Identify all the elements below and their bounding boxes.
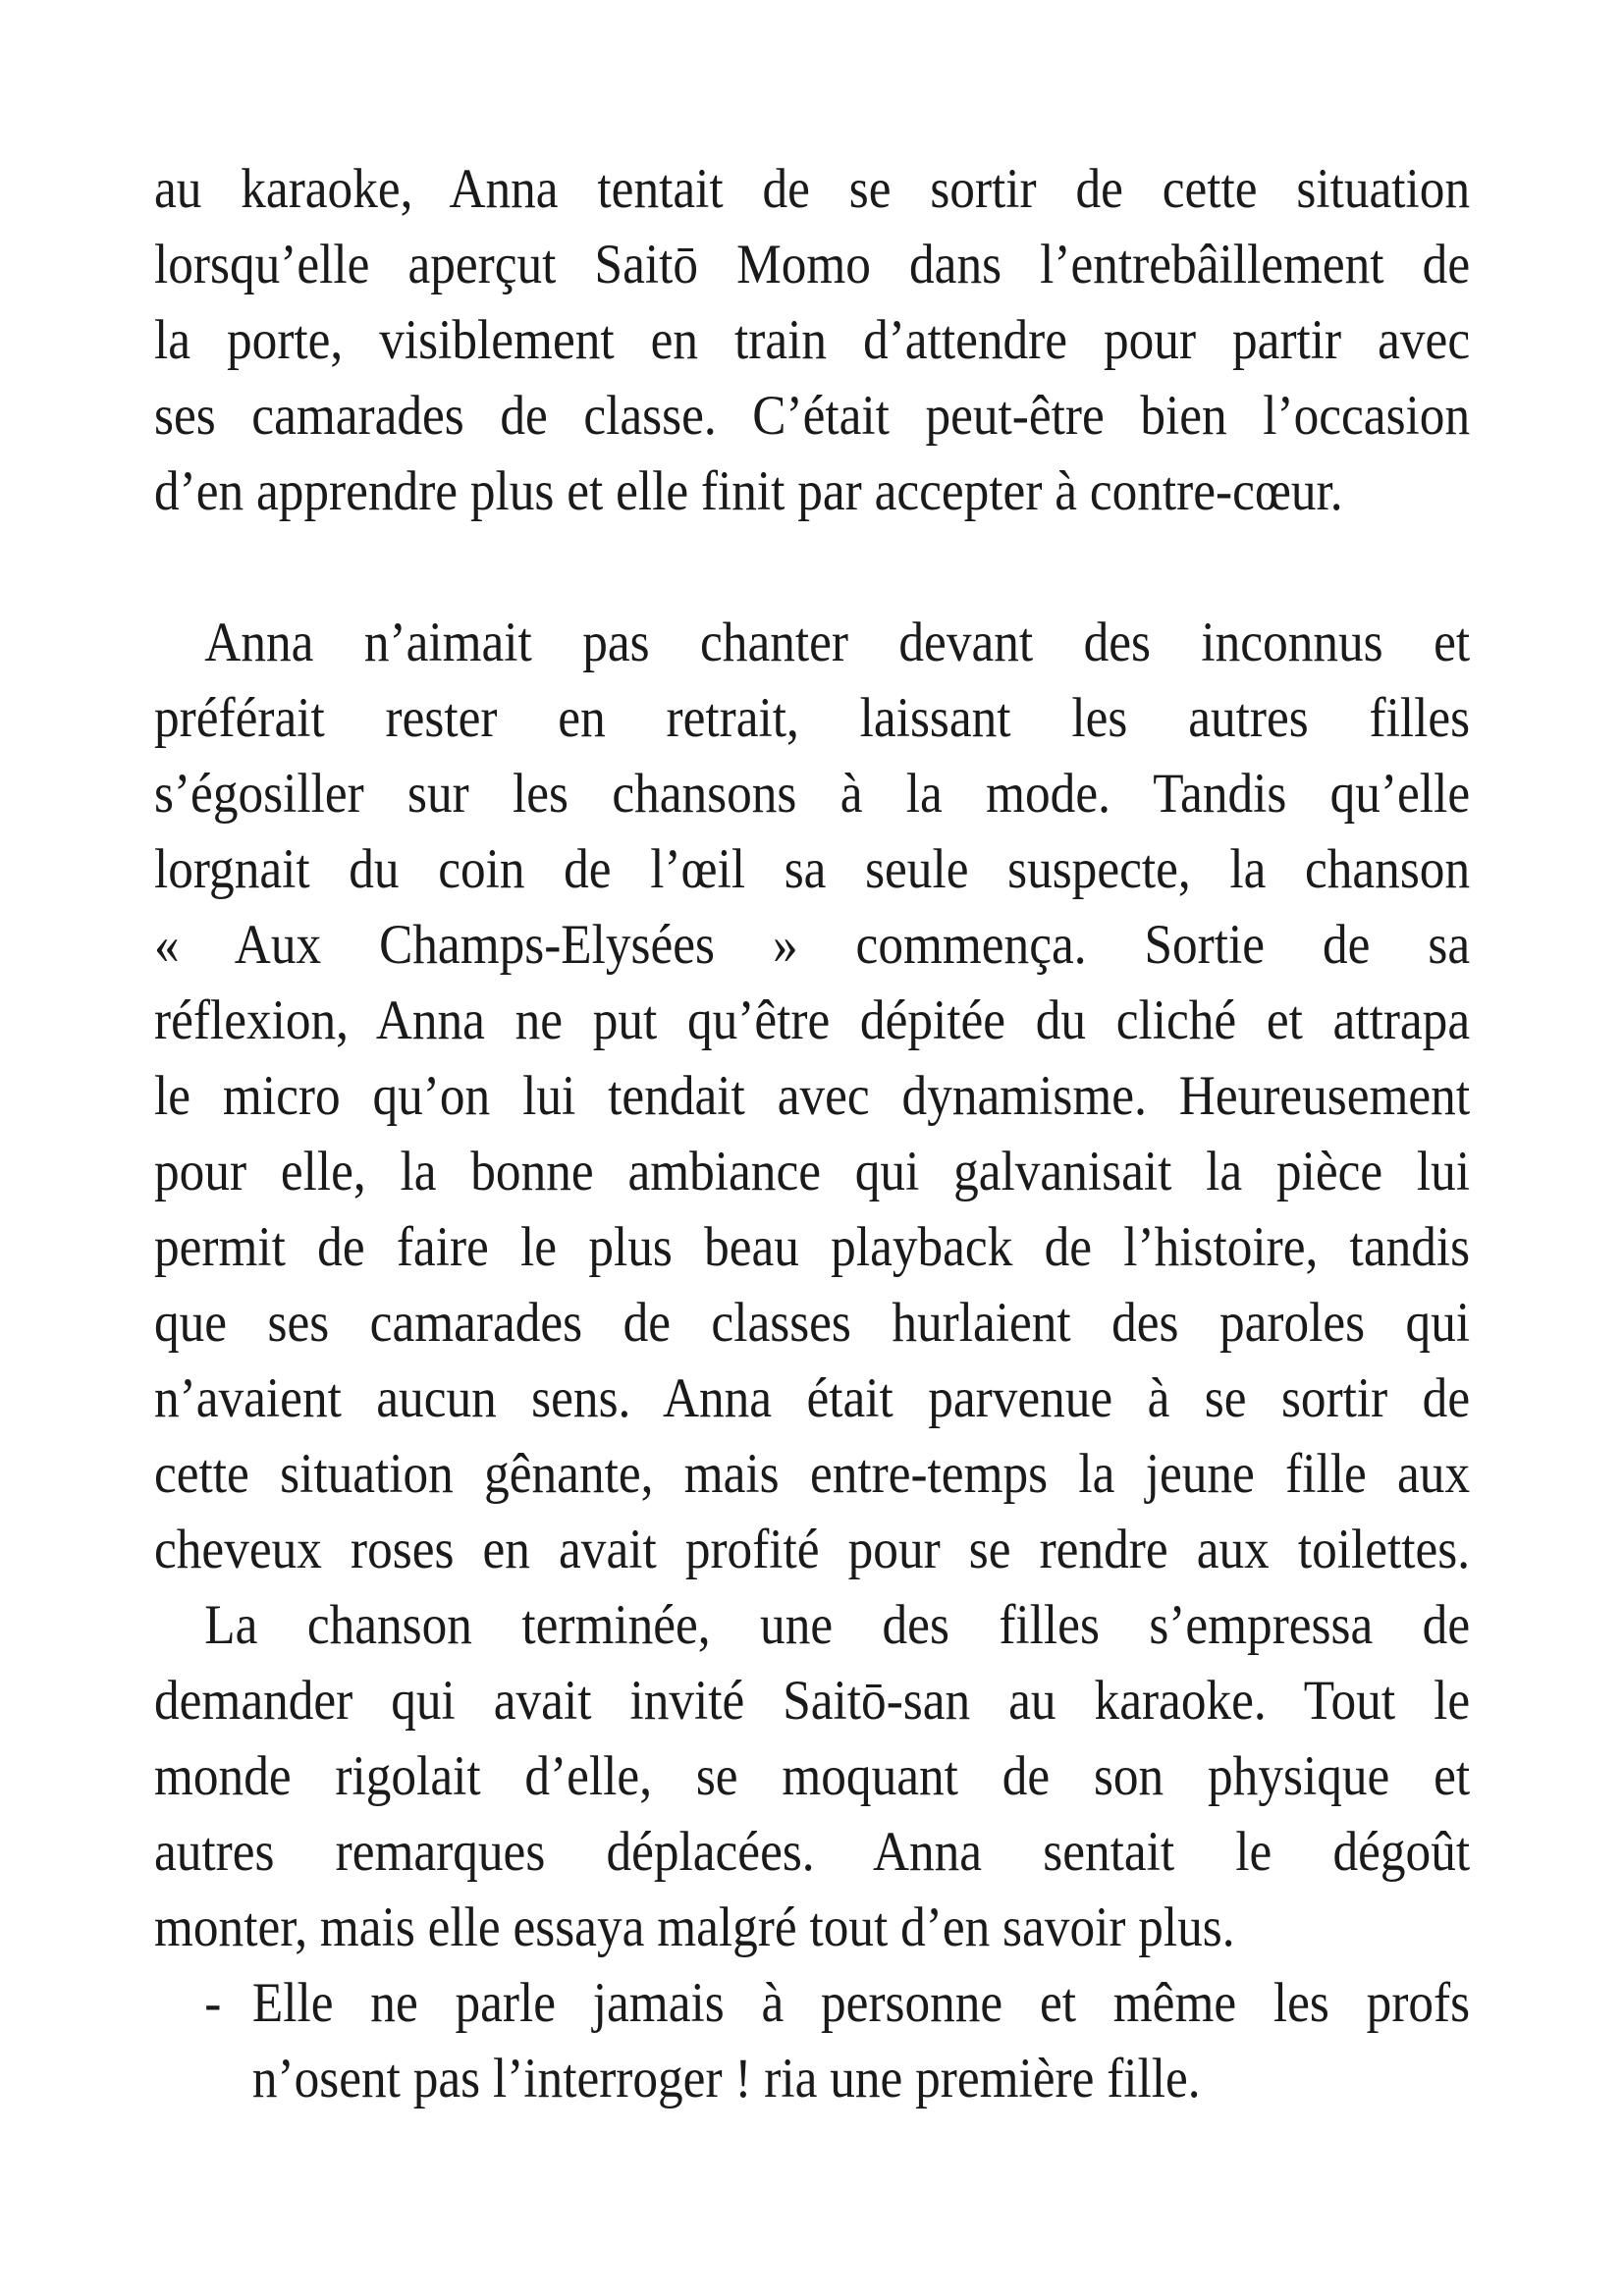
text-line: s’égosiller sur les chansons à la mode. Tandis qu’elle xyxy=(154,763,1471,825)
dialogue-line: Elle ne parle jamais à personne et même les profs xyxy=(251,1972,1471,2034)
text-line: monter, mais elle essaya malgré tout d’en savoir plus. xyxy=(154,1896,1235,1958)
text-line: préférait rester en retrait, laissant les autres filles xyxy=(154,687,1471,749)
text-line: ses camarades de classe. C’était peut-être bien l’occasion xyxy=(154,385,1471,447)
text-line: demander qui avait invité Saitō-san au karaoke. Tout le xyxy=(154,1670,1471,1732)
dialogue-line: n’osent pas l’interroger ! ria une première fille. xyxy=(251,2048,1201,2109)
paragraph-spacer xyxy=(154,529,1470,605)
text-line: lorgnait du coin de l’œil sa seule suspecte, la chanson xyxy=(154,838,1471,900)
dialogue-item xyxy=(154,1965,1470,2116)
text-line: autres remarques déplacées. Anna sentait le dégoût xyxy=(154,1821,1471,1883)
text-line: d’en apprendre plus et elle finit par accepter à contre-cœur. xyxy=(154,460,1343,522)
text-line: Anna n’aimait pas chanter devant des inconnus et xyxy=(204,612,1471,673)
text-line: la porte, visiblement en train d’attendre pour partir avec xyxy=(154,309,1471,371)
text-line: « Aux Champs-Elysées » commença. Sortie de sa xyxy=(154,914,1471,976)
text-line: cheveux roses en avait profité pour se rendre aux toilettes. xyxy=(154,1519,1471,1580)
paragraph-1 xyxy=(154,151,1470,529)
text-line: pour elle, la bonne ambiance qui galvanisait la pièce lui xyxy=(154,1141,1471,1202)
text-line: le micro qu’on lui tendait avec dynamisme. Heureusement xyxy=(154,1065,1471,1127)
text-line: lorsqu’elle aperçut Saitō Momo dans l’entrebâillement de xyxy=(154,234,1471,295)
paragraph-3 xyxy=(154,1587,1470,1965)
text-line: permit de faire le plus beau playback de l’histoire, tandis xyxy=(154,1216,1471,1278)
text-line: n’avaient aucun sens. Anna était parvenue à se sortir de xyxy=(154,1367,1471,1429)
text-line: La chanson terminée, une des filles s’empressa de xyxy=(204,1594,1471,1656)
dialogue-dash: - xyxy=(204,1972,222,2034)
text-line: au karaoke, Anna tentait de se sortir de cette situation xyxy=(154,158,1471,220)
text-line: cette situation gênante, mais entre-temps la jeune fille aux xyxy=(154,1443,1471,1505)
text-line: que ses camarades de classes hurlaient des paroles qui xyxy=(154,1292,1471,1354)
text-line: réflexion, Anna ne put qu’être dépitée du cliché et attrapa xyxy=(154,989,1471,1051)
text-column xyxy=(154,151,1470,2116)
text-line: monde rigolait d’elle, se moquant de son physique et xyxy=(154,1745,1471,1807)
paragraph-2 xyxy=(154,605,1470,1587)
